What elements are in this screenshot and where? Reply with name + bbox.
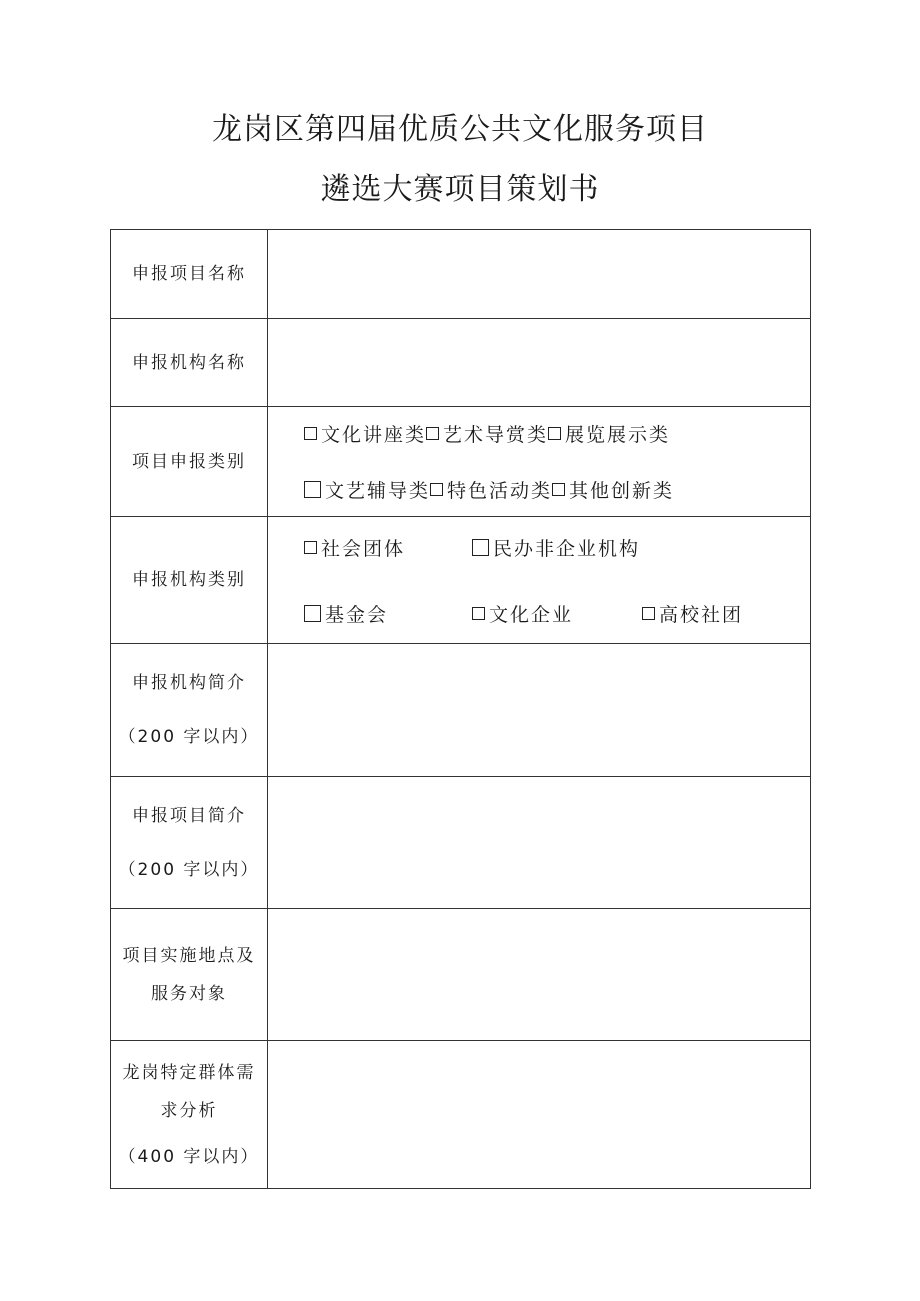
org-intro-label-text: 申报机构简介	[132, 673, 246, 693]
option-exhibition[interactable]	[548, 420, 670, 447]
option-label: 文艺辅导类	[325, 480, 431, 502]
project-intro-field[interactable]	[268, 777, 811, 909]
option-label: 民办非企业机构	[493, 537, 641, 560]
option-private-nonprofit[interactable]	[472, 534, 640, 561]
table-row	[111, 230, 811, 319]
location-label	[111, 909, 268, 1041]
option-label: 高校社团	[659, 603, 744, 626]
spacer	[111, 830, 267, 856]
project-intro-label-text: 申报项目简介	[132, 805, 246, 826]
project-intro-label	[111, 777, 268, 909]
option-culture-enterprise[interactable]	[472, 600, 642, 627]
option-lecture[interactable]	[304, 420, 426, 447]
project-category-row-1	[268, 420, 810, 448]
org-name-field[interactable]	[268, 319, 811, 407]
org-intro-label	[111, 644, 268, 777]
table-row	[111, 1041, 811, 1189]
option-label: 其他创新类	[569, 480, 675, 502]
project-category-options	[268, 407, 811, 517]
option-label: 社会团体	[321, 537, 406, 560]
project-name-label	[111, 230, 268, 319]
option-label: 文化企业	[489, 603, 574, 626]
document-title-line2: 遴选大赛项目策划书	[320, 172, 600, 207]
checkbox-icon[interactable]	[430, 483, 443, 496]
document-title-line1: 龙岗区第四届优质公共文化服务项目	[212, 112, 708, 147]
org-name-label	[111, 319, 268, 407]
checkbox-icon[interactable]	[304, 481, 321, 498]
checkbox-icon[interactable]	[548, 427, 561, 440]
option-campus-club[interactable]	[642, 600, 743, 627]
option-social-group[interactable]	[304, 534, 472, 561]
project-category-label-text: 项目申报类别	[132, 451, 246, 472]
checkbox-icon[interactable]	[642, 607, 655, 620]
table-row	[111, 407, 811, 517]
needs-label	[111, 1041, 268, 1189]
org-category-label	[111, 517, 268, 644]
option-label: 展览展示类	[565, 424, 671, 446]
needs-label-line1: 龙岗特定群体需	[122, 1062, 256, 1083]
location-label-line1: 项目实施地点及	[122, 945, 256, 966]
org-intro-field[interactable]	[268, 644, 811, 777]
needs-label-line2: 求分析	[160, 1100, 218, 1121]
table-row	[111, 319, 811, 407]
checkbox-icon[interactable]	[304, 605, 321, 622]
option-art-guide[interactable]	[426, 420, 548, 447]
project-intro-limit: （200 字以内）	[118, 859, 260, 880]
option-special-event[interactable]	[430, 476, 552, 503]
option-label: 基金会	[325, 603, 389, 626]
org-category-label-text: 申报机构类别	[132, 570, 246, 590]
option-label: 特色活动类	[447, 480, 553, 502]
org-intro-limit: （200 字以内）	[118, 727, 260, 747]
checkbox-icon[interactable]	[552, 483, 565, 496]
application-form-table	[110, 229, 811, 1189]
option-arts-tutoring[interactable]	[304, 476, 430, 503]
spacer	[111, 697, 267, 723]
location-field[interactable]	[268, 909, 811, 1041]
checkbox-icon[interactable]	[426, 427, 439, 440]
org-category-row-2	[268, 599, 810, 627]
needs-limit: （400 字以内）	[118, 1146, 260, 1167]
project-category-label	[111, 407, 268, 517]
table-row	[111, 517, 811, 644]
option-other-innovation[interactable]	[552, 476, 674, 503]
table-row	[111, 777, 811, 909]
org-category-row-1	[268, 533, 810, 561]
option-foundation[interactable]	[304, 600, 472, 627]
checkbox-icon[interactable]	[304, 427, 317, 440]
project-name-label-text: 申报项目名称	[132, 264, 246, 284]
location-label-line2: 服务对象	[151, 983, 227, 1004]
option-label: 文化讲座类	[321, 424, 427, 446]
option-label: 艺术导赏类	[443, 424, 549, 446]
needs-field[interactable]	[268, 1041, 811, 1189]
project-category-row-2	[268, 476, 810, 504]
checkbox-icon[interactable]	[304, 541, 317, 554]
project-name-field[interactable]	[268, 230, 811, 319]
table-row	[111, 909, 811, 1041]
table-row	[111, 644, 811, 777]
checkbox-icon[interactable]	[472, 539, 489, 556]
checkbox-icon[interactable]	[472, 607, 485, 620]
org-category-options	[268, 517, 811, 644]
org-name-label-text: 申报机构名称	[132, 352, 246, 373]
